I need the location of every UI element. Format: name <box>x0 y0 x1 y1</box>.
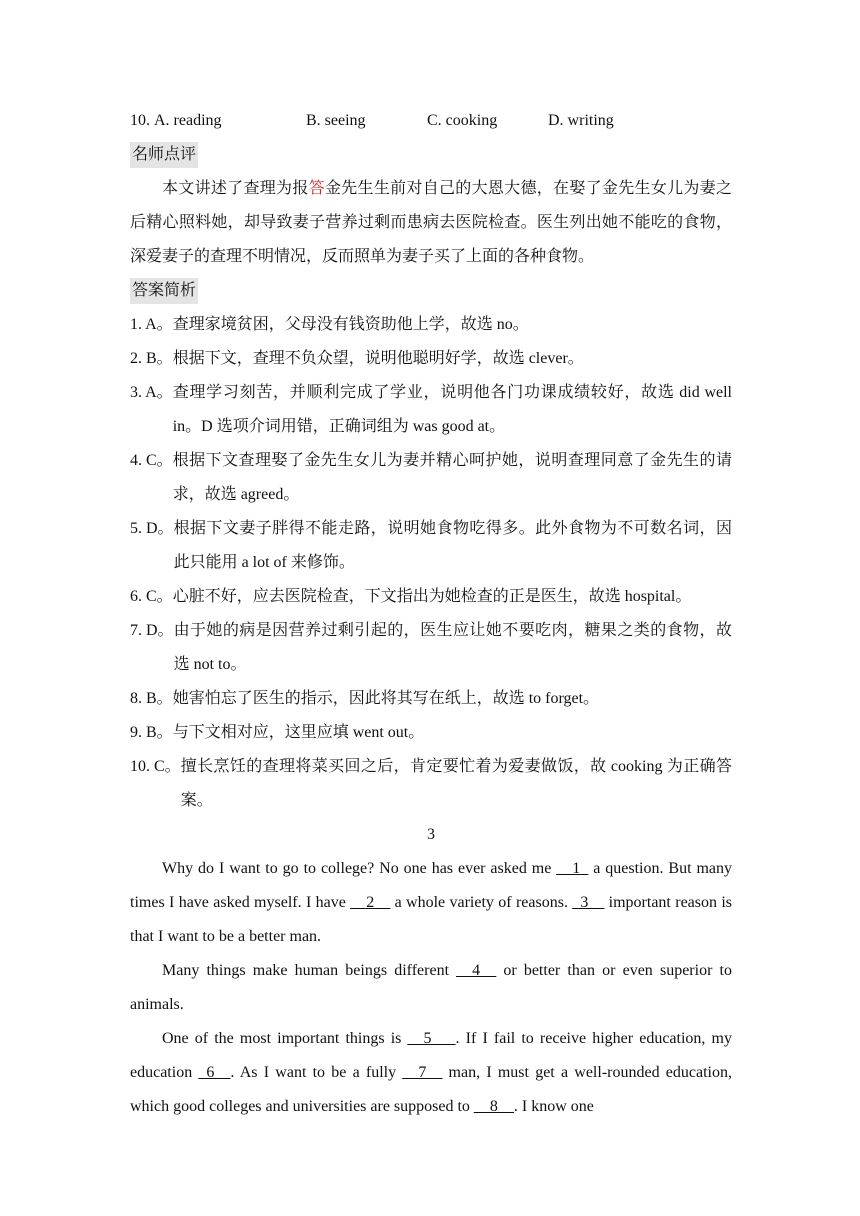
blank-1: __1_ <box>556 860 589 877</box>
answer-text: 由于她的病是因营养过剩引起的，医生应让她不要吃肉，糖果之类的食物，故选 not to。 <box>173 622 732 673</box>
option-c: C. cooking <box>427 112 498 129</box>
passage-paragraph-2: Many things make human beings different __4__ or better than or even superior to animals. <box>130 962 733 1013</box>
blank-7: __7__ <box>402 1064 443 1081</box>
option-b: B. seeing <box>306 112 366 129</box>
answer-number: 10. C。 <box>130 758 181 775</box>
comment-heading: 名师点评 <box>130 142 198 168</box>
answer-text: 心脏不好，应去医院检查，下文指出为她检查的正是医生，故选 hospital。 <box>172 588 692 605</box>
answer-item <box>130 376 732 444</box>
answer-number: 6. C。 <box>130 588 173 605</box>
comment-paragraph: 本文讲述了查理为报答金先生生前对自己的大恩大德，在娶了金先生女儿为妻之后精心照料她，却导致妻子营养过剩而患病去医院检查。医生列出她不能吃的食物，深爱妻子的查理不明情况，反而照单为妻子买了上面的各种食物。 <box>130 180 732 265</box>
answer-number: 5. D。 <box>130 520 174 537</box>
passage-number: 3 <box>427 826 435 843</box>
blank-3: _3__ <box>572 894 605 911</box>
answer-number: 2. B。 <box>130 350 173 367</box>
answer-item <box>130 342 732 376</box>
answer-text: 根据下文妻子胖得不能走路，说明她食物吃得多。此外食物为不可数名词，因此只能用 a lot of 来修饰。 <box>173 520 732 571</box>
answer-item <box>130 444 732 512</box>
question-10-options <box>130 104 732 138</box>
answer-list <box>130 308 732 818</box>
passage-paragraph-1: Why do I want to go to college? No one has ever asked me __1_ a question. But many times I have asked myself. I have __2__ a whole variety of reasons. _3__ important reason is that I want to be a better man. <box>130 860 733 945</box>
answer-number: 8. B。 <box>130 690 173 707</box>
answer-item <box>130 716 732 750</box>
question-10-number: 10. <box>130 112 150 129</box>
answer-number: 7. D。 <box>130 622 174 639</box>
blank-4: __4__ <box>456 962 497 979</box>
comment-section <box>130 138 732 274</box>
answer-text: 根据下文，查理不负众望，说明他聪明好学，故选 clever。 <box>172 350 584 367</box>
answer-number: 9. B。 <box>130 724 173 741</box>
answer-text: 根据下文查理娶了金先生女儿为妻并精心呵护她，说明查理同意了金先生的请求，故选 agreed。 <box>172 452 732 503</box>
blank-5: __5___ <box>407 1030 456 1047</box>
highlighted-character: 答 <box>308 180 325 197</box>
answer-item <box>130 308 732 342</box>
answer-item <box>130 750 732 818</box>
answer-number: 4. C。 <box>130 452 173 469</box>
option-d: D. writing <box>548 112 614 129</box>
passage-paragraph-3: One of the most important things is __5___. If I fail to receive higher education, my education _6__. As I want to be a fully __7__ man, I must get a well-rounded education, which good colleges and universities are supposed to __8__. I know one <box>130 1030 732 1115</box>
answer-item <box>130 682 732 716</box>
answer-text: 查理学习刻苦，并顺利完成了学业，说明他各门功课成绩较好，故选 did well in。D 选项介词用错，正确词组为 was good at。 <box>172 384 732 435</box>
blank-8: __8__ <box>473 1098 514 1115</box>
document-page <box>130 104 732 1124</box>
passage-section <box>130 818 732 1124</box>
answer-text: 与下文相对应，这里应填 went out。 <box>172 724 425 741</box>
answer-text: 擅长烹饪的查理将菜买回之后，肯定要忙着为爱妻做饭，故 cooking 为正确答案。 <box>180 758 732 809</box>
option-a: A. reading <box>154 112 222 129</box>
answer-item <box>130 614 732 682</box>
answer-text: 查理家境贫困，父母没有钱资助他上学，故选 no。 <box>172 316 529 333</box>
answer-text: 她害怕忘了医生的指示，因此将其写在纸上，故选 to forget。 <box>172 690 600 707</box>
answers-section <box>130 274 732 818</box>
blank-6: _6__ <box>198 1064 231 1081</box>
answer-number: 3. A。 <box>130 384 173 401</box>
answers-heading: 答案简析 <box>130 278 198 304</box>
answer-number: 1. A。 <box>130 316 173 333</box>
blank-2: __2__ <box>350 894 391 911</box>
answer-item <box>130 580 732 614</box>
answer-item <box>130 512 732 580</box>
